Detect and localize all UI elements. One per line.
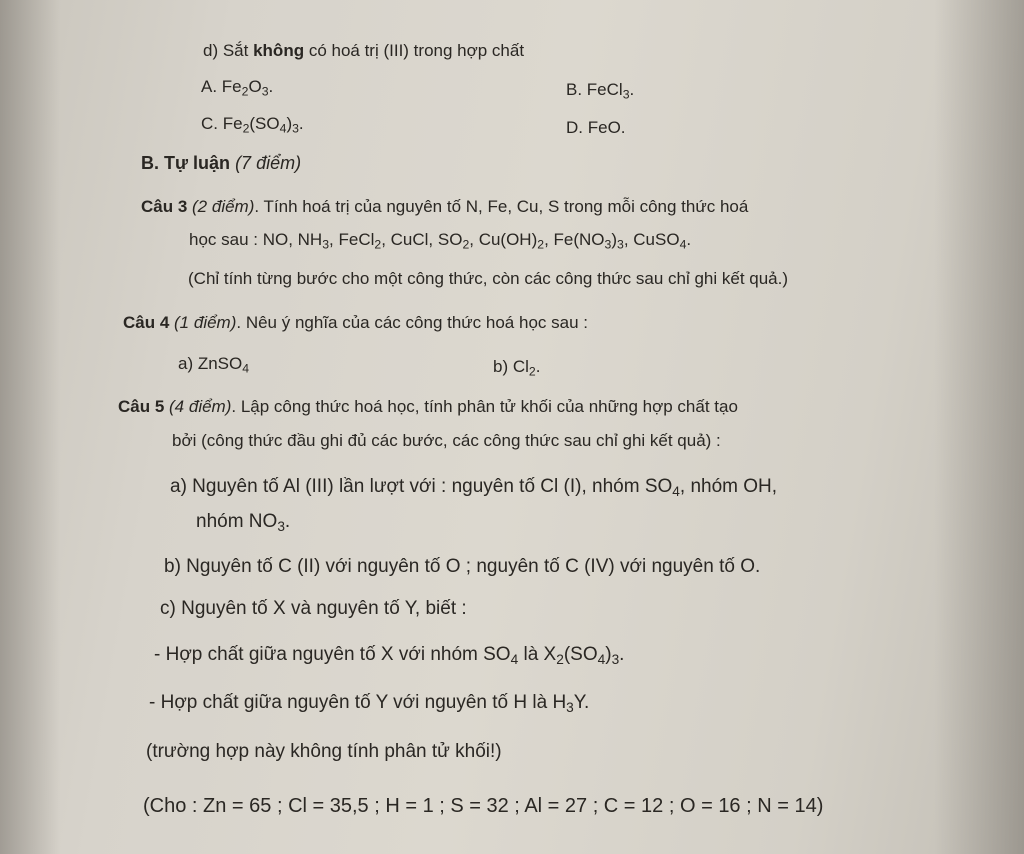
option-a: A. $Fe_2O_3$. [201, 77, 274, 99]
cau4-b: b) $Cl_2$. [493, 357, 541, 379]
question-d [203, 42, 524, 59]
page-shadow-right [934, 0, 1024, 854]
section-b-title: B. Tự luận [141, 153, 231, 173]
cau4-line1: Câu 4 (1 điểm). Nêu ý nghĩa của các công thức hoá học sau : [123, 313, 588, 332]
option-d: D. FeO. [566, 118, 626, 137]
option-b: B. FeCl$_3$. [566, 80, 635, 102]
question-d-text-pre: d) Sắt [203, 41, 254, 60]
cau5-line1: Câu 5 (4 điểm). Lập công thức hoá học, tính phân tử khối của những hợp chất tạo [118, 397, 738, 416]
cau5-line2: bởi (công thức đầu ghi đủ các bước, các công thức sau chỉ ghi kết quả) : [172, 431, 721, 450]
cau4-a: a) ZnSO$_4$ [178, 354, 250, 376]
section-b-heading [141, 154, 301, 172]
cau3-line2: học sau : NO, $NH_3$, FeCl$_2$, CuCl, $SO_2$, $Cu(OH)_2$, $Fe(NO_3)_3$, CuSO$_4$. [189, 230, 692, 252]
question-d-bold: không [253, 41, 305, 60]
cau5-c1: - Hợp chất giữa nguyên tố X với nhóm $SO_4$ là $X_2(SO_4)_3$. [154, 644, 625, 667]
section-b-points: (7 điểm) [235, 153, 302, 173]
cau5-c: c) Nguyên tố X và nguyên tố Y, biết : [160, 598, 467, 619]
cau5-c2: - Hợp chất giữa nguyên tố Y với nguyên tố H là $H_3Y$. [149, 692, 590, 715]
page-shadow-left [0, 0, 60, 854]
cau3-line1: Câu 3 (2 điểm). Tính hoá trị của nguyên tố N, Fe, Cu, S trong mỗi công thức hoá [141, 197, 749, 216]
question-d-text-post: có hoá trị (III) trong hợp chất [304, 41, 525, 60]
given-atomic-masses: (Cho : Zn = 65 ; Cl = 35,5 ; H = 1 ; S = 32 ; Al = 27 ; C = 12 ; O = 16 ; N = 14) [143, 795, 824, 817]
cau5-a-line2: nhóm $NO_3$. [196, 511, 291, 534]
cau5-note: (trường hợp này không tính phân tử khối!) [146, 741, 502, 762]
cau5-b: b) Nguyên tố C (II) với nguyên tố O ; nguyên tố C (IV) với nguyên tố O. [164, 556, 761, 577]
cau3-note: (Chỉ tính từng bước cho một công thức, còn các công thức sau chỉ ghi kết quả.) [188, 269, 789, 288]
option-c: C. $Fe_2(SO_4)_3$. [201, 114, 304, 136]
cau5-a-line1: a) Nguyên tố Al (III) lần lượt với : nguyên tố Cl (I), nhóm $SO_4$, nhóm OH, [170, 476, 778, 499]
